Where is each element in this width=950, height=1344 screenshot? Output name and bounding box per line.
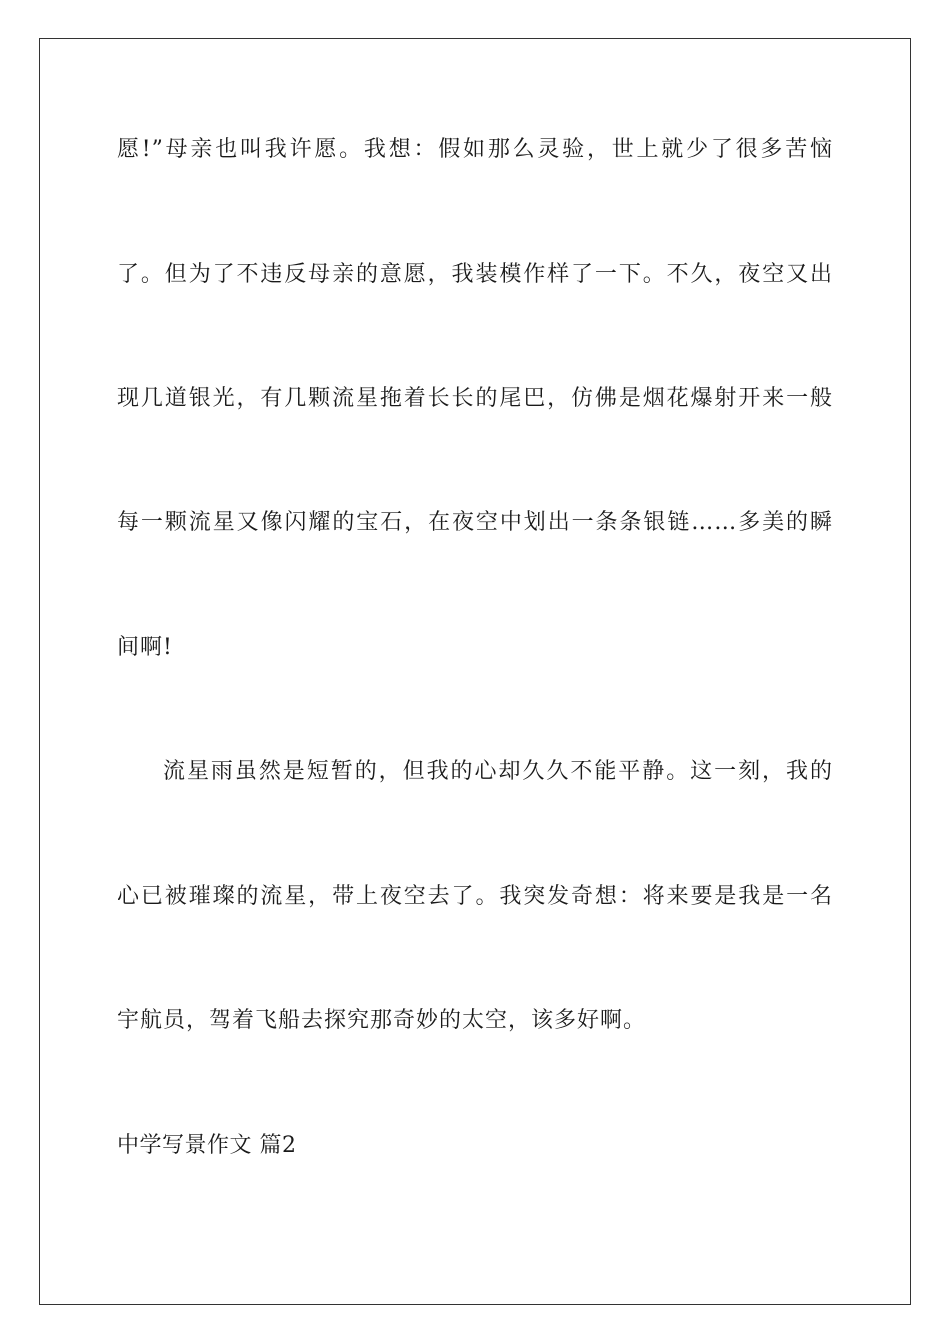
paragraph-line-1: 愿!”母亲也叫我许愿。我想：假如那么灵验，世上就少了很多苦恼 <box>117 137 833 162</box>
paragraph-line-7: 心已被璀璨的流星，带上夜空去了。我突发奇想：将来要是我是一名 <box>117 884 833 909</box>
page-border <box>39 38 911 1305</box>
paragraph-line-5: 间啊! <box>117 635 173 660</box>
paragraph-line-4: 每一颗流星又像闪耀的宝石，在夜空中划出一条条银链……多美的瞬 <box>117 510 833 535</box>
paragraph-line-8: 宇航员，驾着飞船去探究那奇妙的太空，该多好啊。 <box>117 1008 647 1033</box>
paragraph-line-3: 现几道银光，有几颗流星拖着长长的尾巴，仿佛是烟花爆射开来一般 <box>117 386 833 411</box>
paragraph-line-2: 了。但为了不违反母亲的意愿，我装模作样了一下。不久，夜空又出 <box>117 262 833 287</box>
section-heading: 中学写景作文 篇2 <box>117 1133 297 1158</box>
paragraph-line-6: 流星雨虽然是短暂的，但我的心却久久不能平静。这一刻，我的 <box>163 759 833 784</box>
